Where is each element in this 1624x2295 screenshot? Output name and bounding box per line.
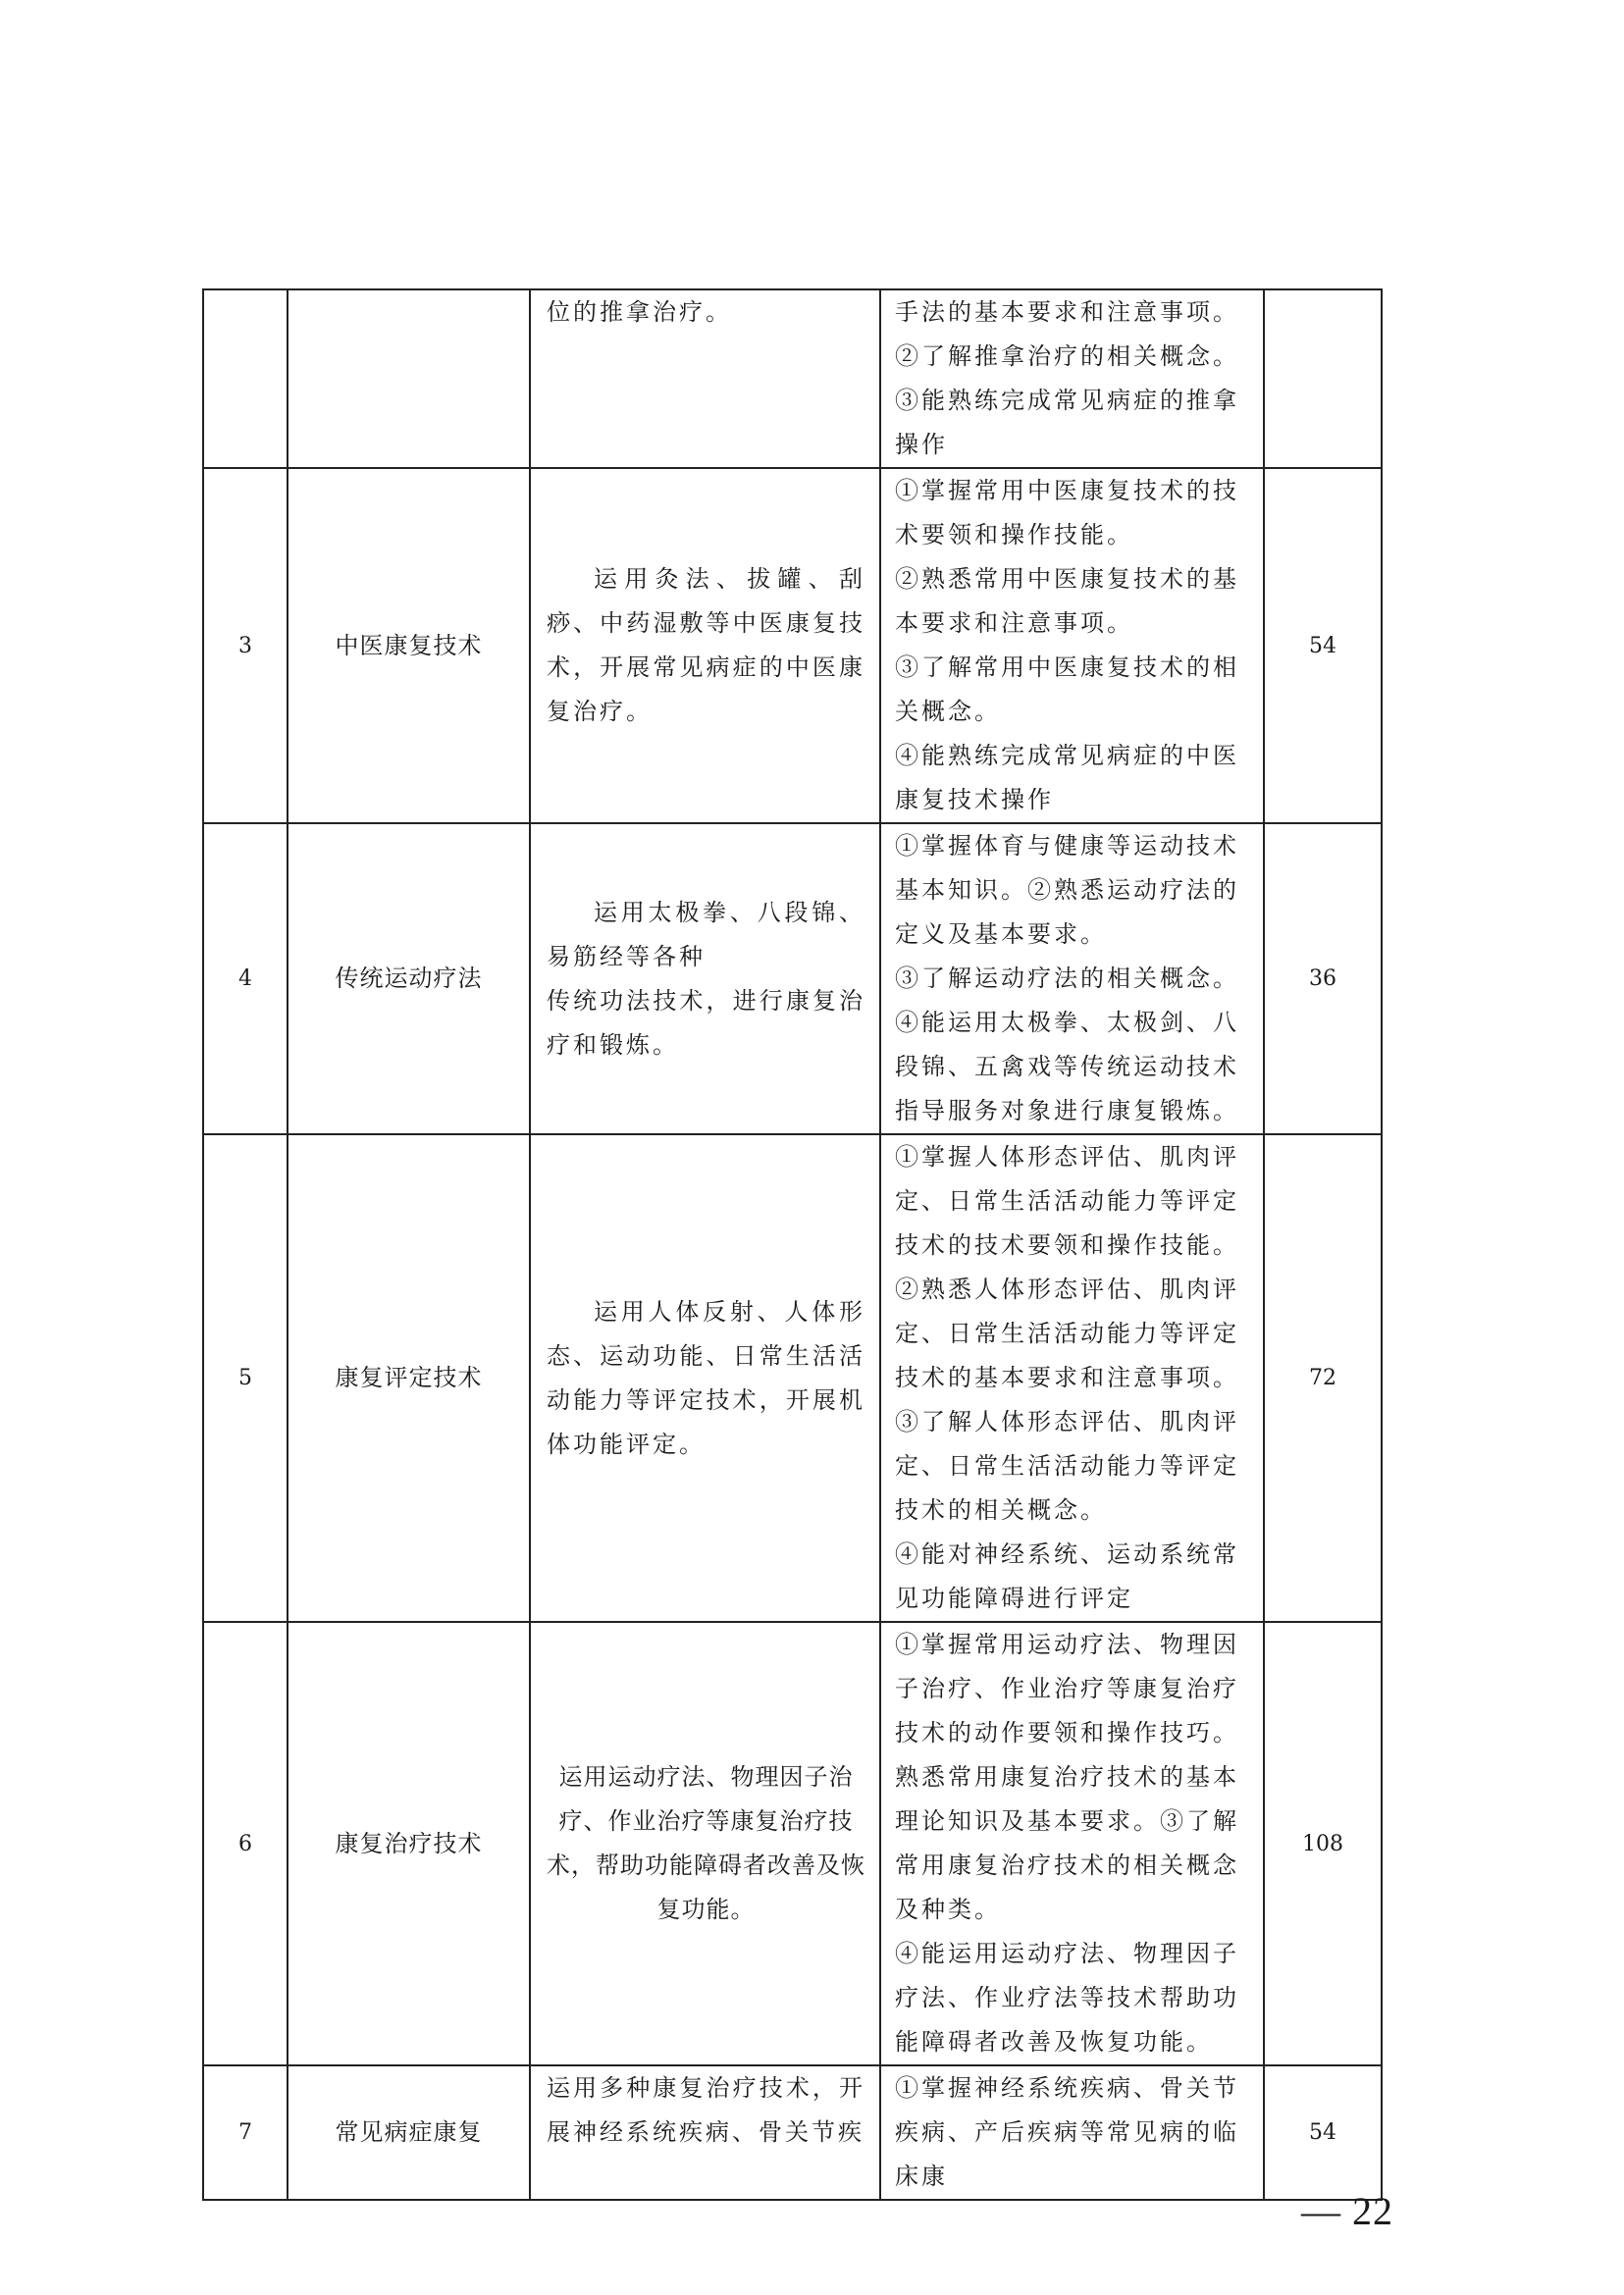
course-hours: 108 (1264, 1622, 1382, 2065)
requirement-item: ①掌握常用运动疗法、物理因子治疗、作业治疗等康复治疗技术的动作要领和操作技巧。熟悉常用康复治疗技术的基本理论知识及基本要求。③了解常用康复治疗技术的相关概念及种类。 (895, 1631, 1239, 1923)
row-number: 4 (203, 823, 288, 1134)
requirement-item: ①掌握人体形态评估、肌肉评定、日常生活活动能力等评定技术的技术要领和操作技能。 (895, 1143, 1239, 1259)
requirement-item: ④能对神经系统、运动系统常见功能障碍进行评定 (895, 1540, 1239, 1612)
requirement-item: ①掌握神经系统疾病、骨关节疾病、产后疾病等常见病的临床康 (895, 2074, 1239, 2190)
course-requirements (880, 823, 1264, 1134)
requirement-item: ④能运用运动疗法、物理因子疗法、作业疗法等技术帮助功能障碍者改善及恢复功能。 (895, 1940, 1239, 2056)
course-name: 康复治疗技术 (288, 1622, 530, 2065)
course-name: 康复评定技术 (288, 1134, 530, 1622)
course-description (530, 823, 880, 1134)
course-requirements (880, 289, 1264, 468)
row-number: 5 (203, 1134, 288, 1622)
course-hours: 36 (1264, 823, 1382, 1134)
course-table (202, 288, 1383, 2201)
requirement-item: ④能熟练完成常见病症的中医康复技术操作 (895, 742, 1239, 813)
description-text: 运用人体反射、人体形态、运动功能、日常生活活动能力等评定技术，开展机体功能评定。 (547, 1297, 865, 1458)
course-description (530, 468, 880, 823)
course-name (288, 289, 530, 468)
requirement-item: ④能运用太极拳、太极剑、八段锦、五禽戏等传统运动技术指导服务对象进行康复锻炼。 (895, 1009, 1239, 1124)
course-requirements (880, 468, 1264, 823)
course-description (530, 289, 880, 468)
row-number: 6 (203, 1622, 288, 2065)
description-text: 运用多种康复治疗技术，开展神经系统疾病、骨关节疾 (547, 2074, 865, 2146)
page-number: — 22 (1301, 2189, 1393, 2233)
course-hours (1264, 289, 1382, 468)
course-table-container (202, 288, 1381, 2201)
requirement-item: ③能熟练完成常见病症的推拿操作 (895, 387, 1239, 458)
course-hours: 54 (1264, 468, 1382, 823)
description-text: 传统功法技术，进行康复治疗和锻炼。 (547, 986, 865, 1059)
table-row (203, 1134, 1382, 1622)
requirement-item: ②了解推拿治疗的相关概念。 (895, 342, 1239, 370)
description-text: 位的推拿治疗。 (547, 298, 732, 326)
course-description (530, 2065, 880, 2200)
description-text: 运用运动疗法、物理因子治疗、作业治疗等康复治疗技术，帮助功能障碍者改善及恢复功能。 (547, 1763, 865, 1923)
course-hours: 72 (1264, 1134, 1382, 1622)
table-row (203, 1622, 1382, 2065)
description-text: 运用太极拳、八段锦、易筋经等各种 (547, 898, 865, 970)
table-row (203, 289, 1382, 468)
table-row (203, 2065, 1382, 2200)
requirement-item: ③了解常用中医康复技术的相关概念。 (895, 653, 1239, 725)
description-text: 运用灸法、拔罐、刮痧、中药湿敷等中医康复技术，开展常见病症的中医康复治疗。 (547, 565, 865, 725)
course-requirements (880, 2065, 1264, 2200)
requirement-item: ③了解人体形态评估、肌肉评定、日常生活活动能力等评定技术的相关概念。 (895, 1408, 1239, 1524)
requirement-item: ②熟悉人体形态评估、肌肉评定、日常生活活动能力等评定技术的基本要求和注意事项。 (895, 1276, 1239, 1391)
course-description (530, 1622, 880, 2065)
course-name: 中医康复技术 (288, 468, 530, 823)
course-description (530, 1134, 880, 1622)
course-name: 传统运动疗法 (288, 823, 530, 1134)
table-row (203, 468, 1382, 823)
row-number (203, 289, 288, 468)
requirement-item: ①掌握常用中医康复技术的技术要领和操作技能。 (895, 477, 1239, 548)
course-name: 常见病症康复 (288, 2065, 530, 2200)
requirement-item: ③了解运动疗法的相关概念。 (895, 965, 1239, 992)
course-requirements (880, 1622, 1264, 2065)
row-number: 3 (203, 468, 288, 823)
row-number: 7 (203, 2065, 288, 2200)
requirement-item: ①掌握体育与健康等运动技术基本知识。②熟悉运动疗法的定义及基本要求。 (895, 832, 1239, 948)
course-hours: 54 (1264, 2065, 1382, 2200)
course-requirements (880, 1134, 1264, 1622)
requirement-item: 手法的基本要求和注意事项。 (895, 298, 1239, 326)
requirement-item: ②熟悉常用中医康复技术的基本要求和注意事项。 (895, 565, 1239, 637)
table-row (203, 823, 1382, 1134)
